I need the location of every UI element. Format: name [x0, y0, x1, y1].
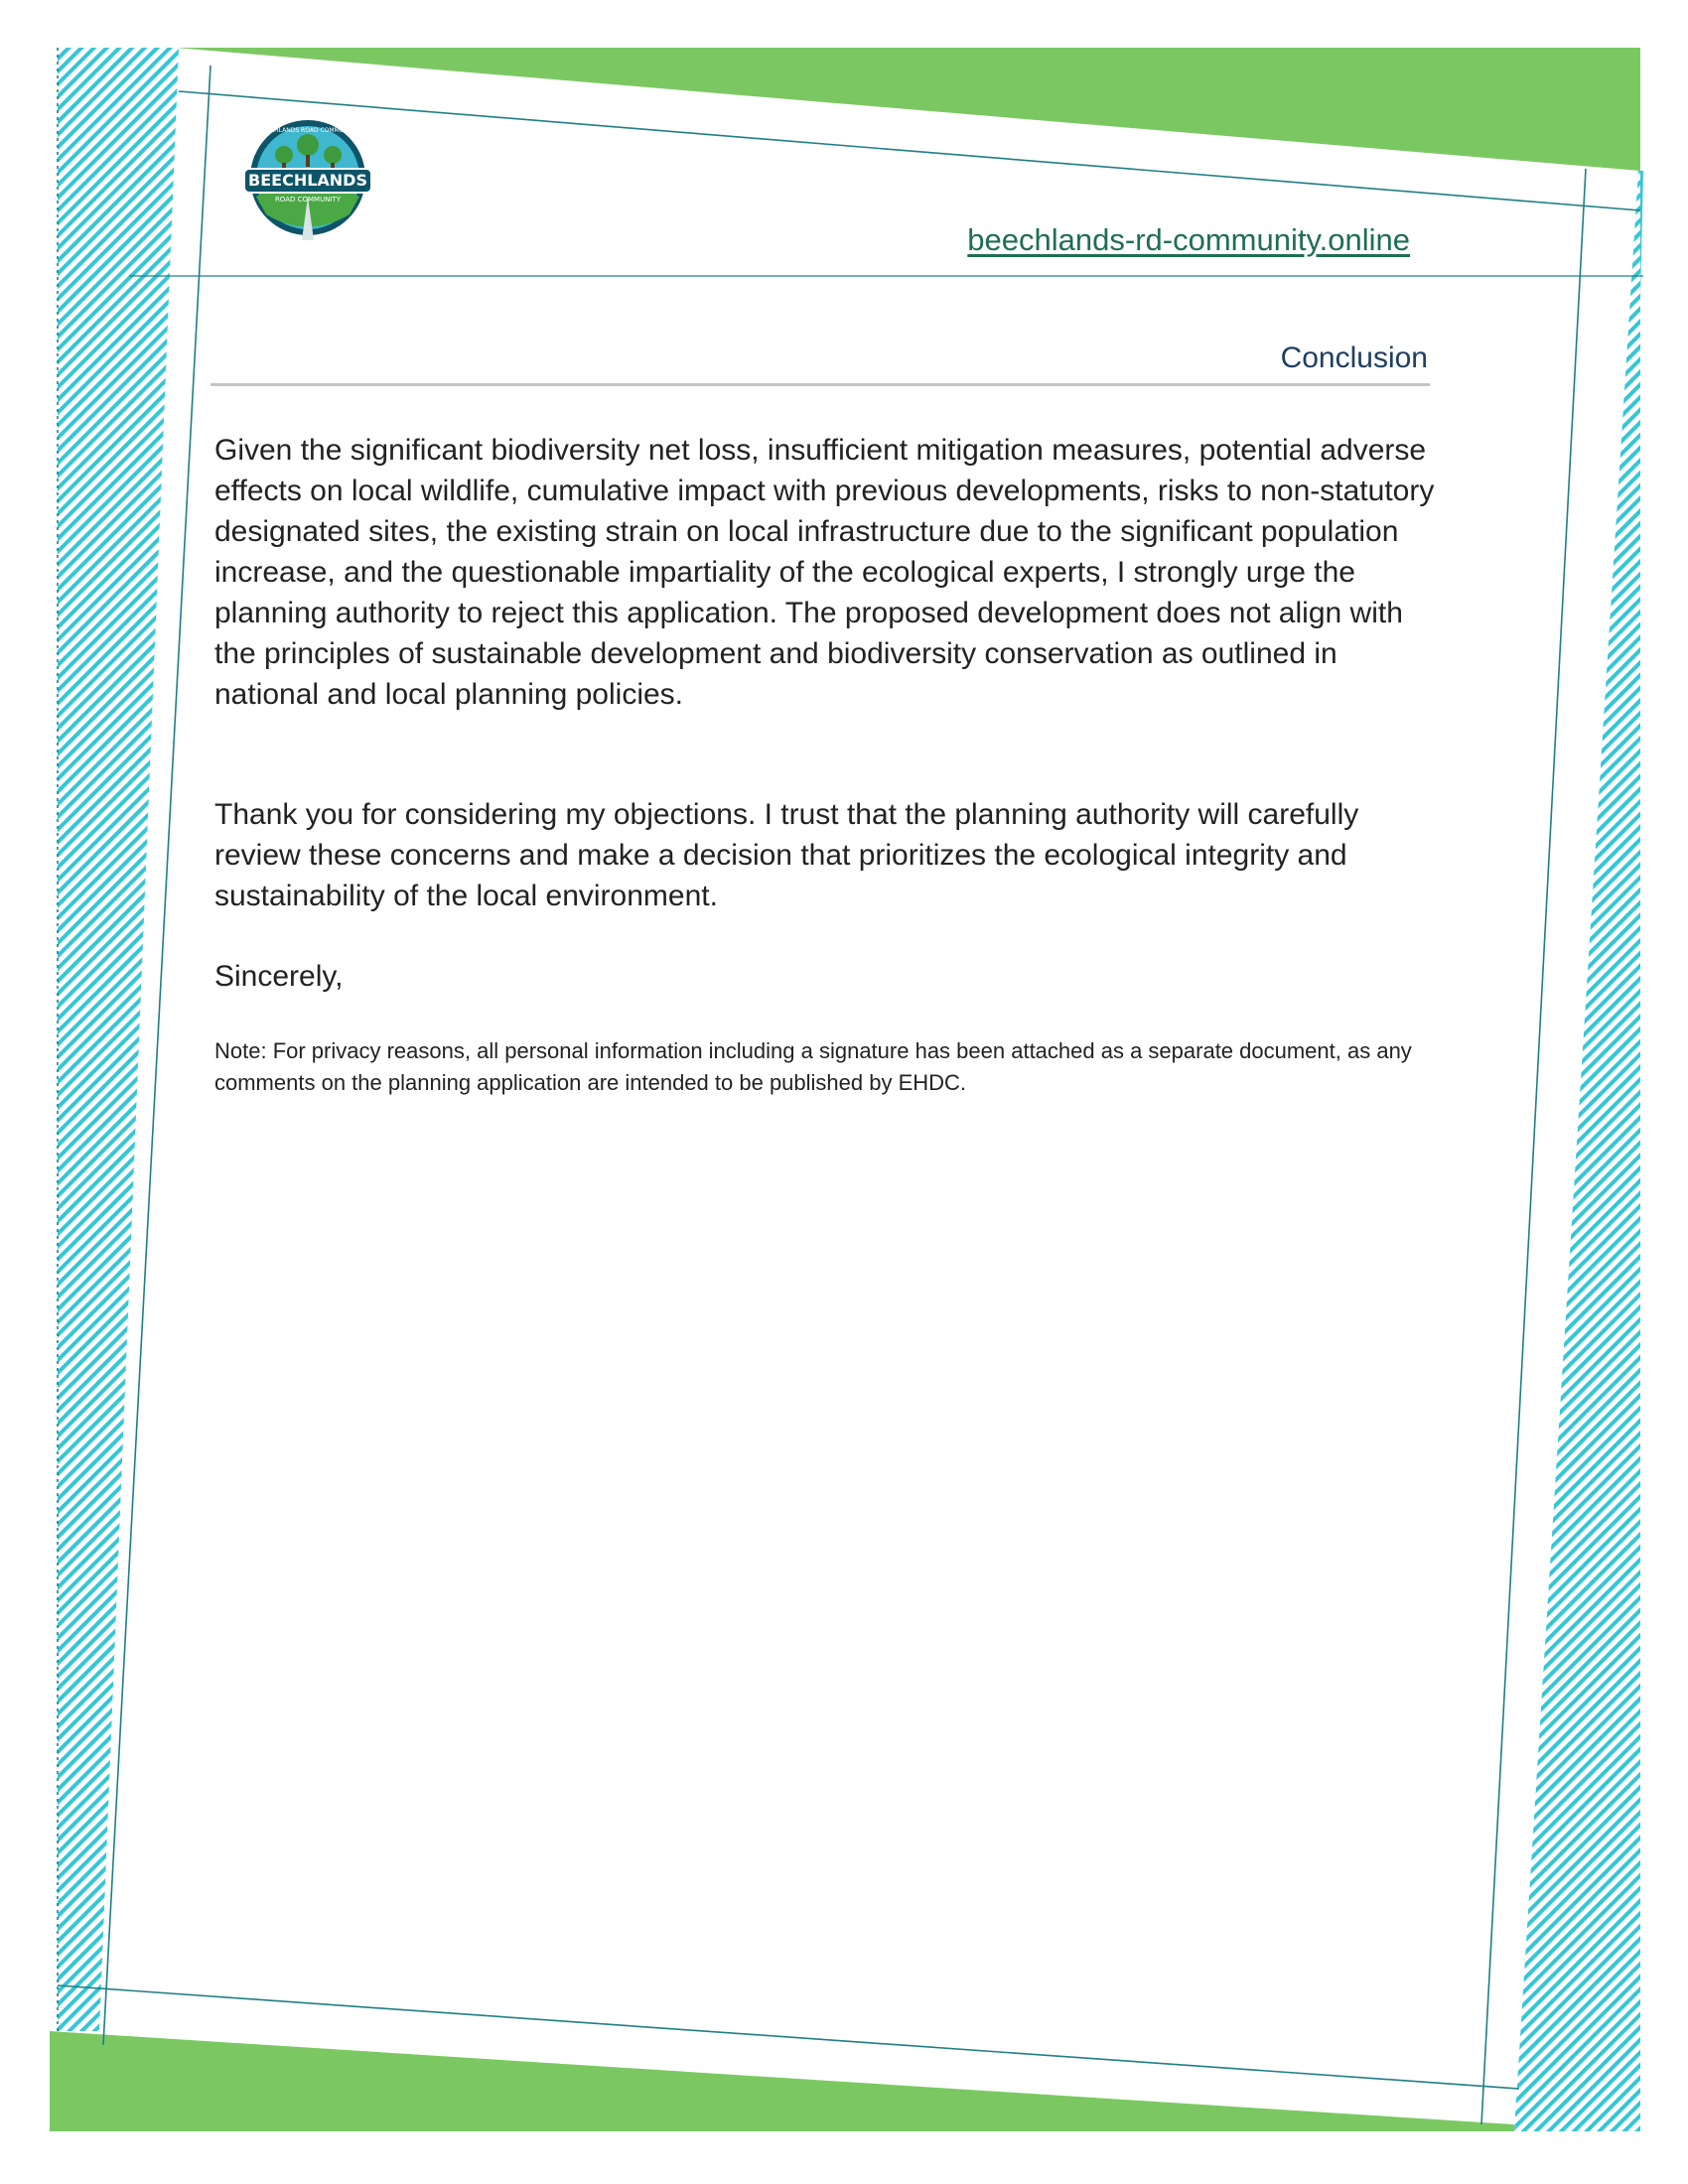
closing-salutation: Sincerely, [214, 960, 344, 993]
section-heading: Conclusion [1280, 341, 1428, 374]
thank-you-paragraph: Thank you for considering my objections. I trust that the planning authority will carefully review these concerns and make a decision that prioritizes the ecological integrity and sustainability of the local environment. [214, 798, 1359, 912]
bottom-green-band [50, 2031, 1514, 2131]
logo-arc-text: BEECHLANDS ROAD COMMUNITY [258, 127, 357, 134]
conclusion-paragraph: Given the significant biodiversity net loss, insufficient mitigation measures, potential adverse effects on local wildlife, cumulative impact with previous developments, risks to non-statutory designated sites, the existing strain on local infrastructure due to the significant population increase, and the questionable impartiality of the ecological experts, I strongly urge the planning authority to reject this application. The proposed development does not align with the principles of sustainable development and biodiversity conservation as outlined in national and local planning policies. [214, 434, 1435, 711]
privacy-note: Note: For privacy reasons, all personal information including a signature has been attached as a separate document, as any comments on the planning application are intended to be published by EHDC. [214, 1038, 1412, 1095]
heading-divider [211, 383, 1430, 386]
logo-wordmark: BEECHLANDS [248, 171, 367, 190]
left-hatched-strip [58, 48, 179, 2031]
logo-subtitle: ROAD COMMUNITY [274, 196, 342, 204]
beechlands-road-community-logo [238, 115, 377, 240]
website-link[interactable]: beechlands-rd-community.online [967, 222, 1410, 257]
